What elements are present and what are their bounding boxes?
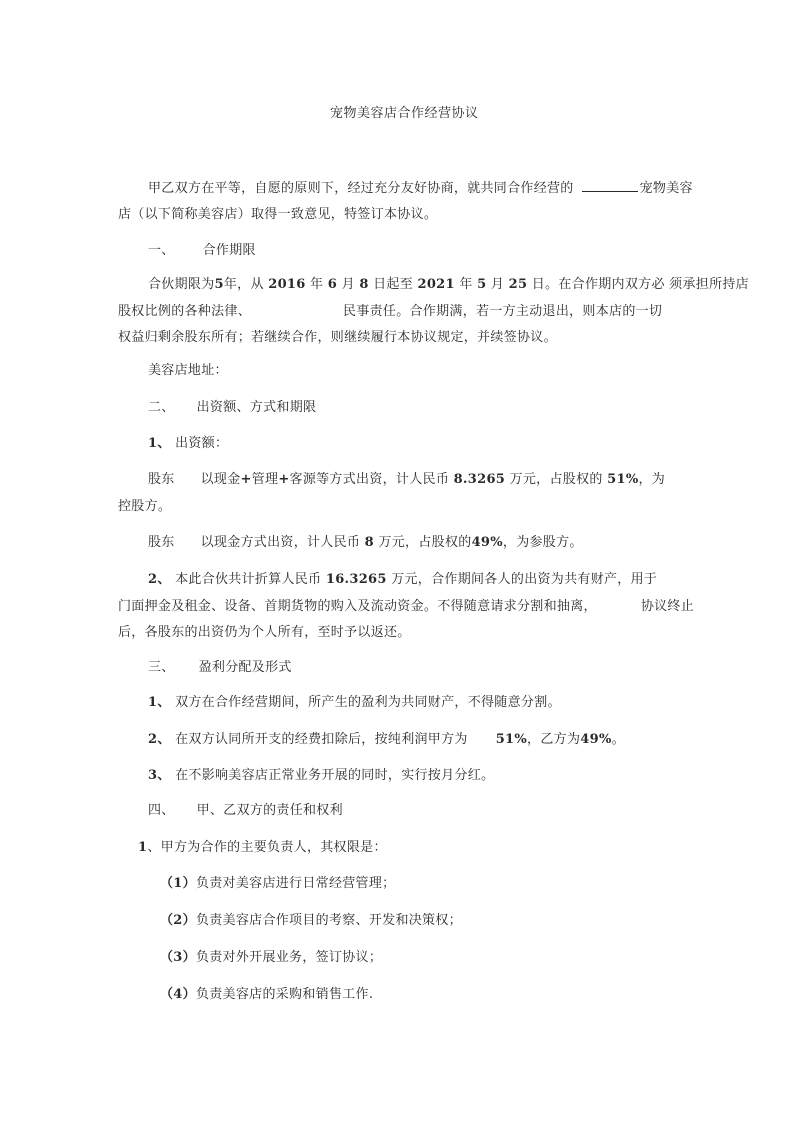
section-3-item-3: 3、 在不影响美容店正常业务开展的同时，实行按月分红。 xyxy=(148,768,495,783)
section-2-item-2-line-1: 2、 本此合伙共计折算人民币 16.3265 万元，合作期间各人的出资为共有财产，用于 xyxy=(148,572,658,587)
section-3-item-2: 2、 在双方认同所开支的经费扣除后，按纯利润甲方为 51%，乙方为49%。 xyxy=(148,732,625,747)
section-4-item-1: 1、甲方为合作的主要负责人，其权限是： xyxy=(138,840,387,855)
party-a-power-1: （1）负责对美容店进行日常经营管理； xyxy=(160,876,396,891)
party-a-power-4: （4）负责美容店的采购和销售工作. xyxy=(160,987,374,1002)
shareholder-2-line: 股东 以现金方式出资，计人民币 8 万元，占股权的49%，为参股方。 xyxy=(148,535,583,550)
section-2-item-2-line-3: 后，各股东的出资仍为个人所有，至时予以返还。 xyxy=(118,625,411,640)
section-2-item-1: 1、 出资额： xyxy=(148,436,229,451)
section-1-para-line-1: 合伙期限为5年，从 2016 年 6 月 8 日起至 2021 年 5 月 25 日。在合作期内双方必 须承担所持店 xyxy=(148,277,749,292)
shop-address-label: 美容店地址： xyxy=(148,363,228,378)
shareholder-1-line-2: 控股方。 xyxy=(118,499,172,514)
intro-line-2: 店（以下简称美容店）取得一致意见，特签订本协议。 xyxy=(118,207,438,222)
section-2-heading: 二、 出资额、方式和期限 xyxy=(148,400,317,415)
section-4-heading: 四、 甲、乙双方的责任和权利 xyxy=(148,803,343,818)
shareholder-1-line-1: 股东 以现金+管理+客源等方式出资，计人民币 8.3265 万元，占股权的 51%，为 xyxy=(148,472,666,487)
shop-name-blank xyxy=(582,180,638,192)
section-2-item-2-line-2: 门面押金及租金、设备、首期货物的购入及流动资金。不得随意请求分割和抽离， 协议终止 xyxy=(118,599,695,614)
section-1-heading: 一、 合作期限 xyxy=(148,243,256,258)
section-1-para-line-2: 股权比例的各种法律、 民事责任。合作期满，若一方主动退出，则本店的一切 xyxy=(118,304,663,319)
intro-line-1: 甲乙双方在平等，自愿的原则下，经过充分友好协商，就共同合作经营的 宠物美容 xyxy=(148,181,693,196)
section-1-para-line-3: 权益归剩余股东所有；若继续合作，则继续履行本协议规定，并续签协议。 xyxy=(118,330,557,345)
section-3-item-1: 1、 双方在合作经营期间，所产生的盈利为共同财产，不得随意分割。 xyxy=(148,695,561,710)
document-title: 宠物美容店合作经营协议 xyxy=(330,106,479,121)
section-3-heading: 三、 盈利分配及形式 xyxy=(148,660,292,675)
party-a-power-2: （2）负责美容店合作项目的考察、开发和决策权； xyxy=(160,913,462,928)
party-a-power-3: （3）负责对外开展业务，签订协议； xyxy=(160,950,383,965)
